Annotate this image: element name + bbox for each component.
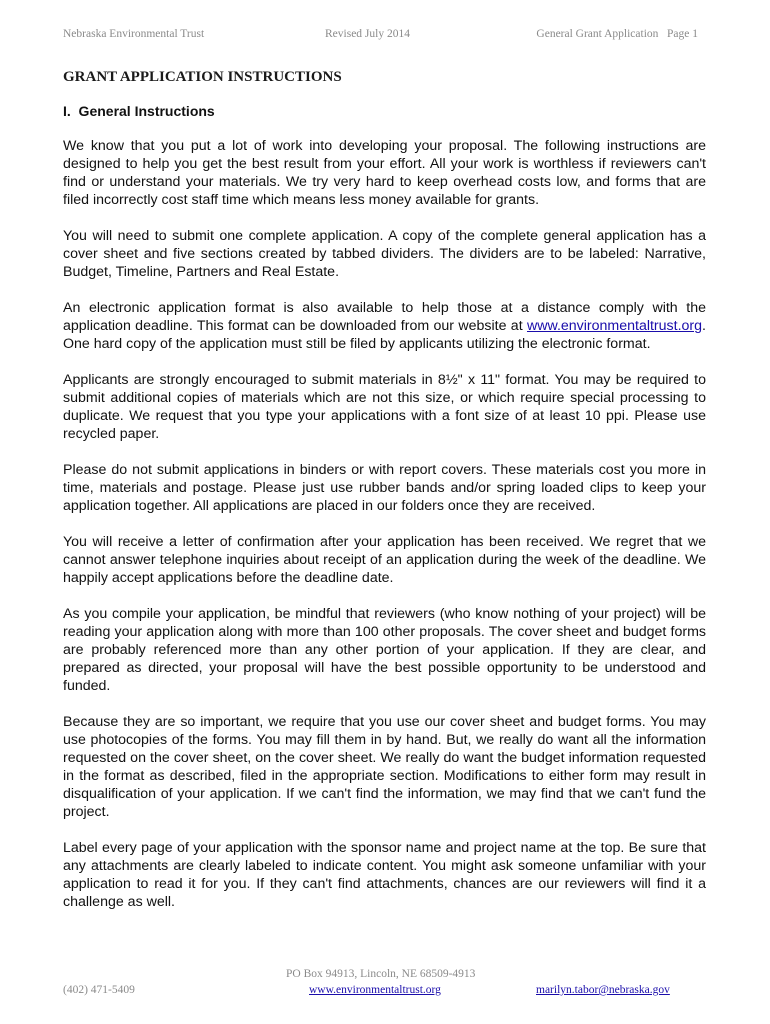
- section-heading: I. General Instructions: [63, 103, 215, 119]
- paragraph-electronic-format: [63, 299, 706, 353]
- footer-address: PO Box 94913, Lincoln, NE 68509-4913: [286, 968, 476, 980]
- footer-phone: (402) 471-5409: [63, 984, 135, 996]
- paragraph-labeling: Label every page of your application with the sponsor name and project name at the top. Be sure that any attachments are clearly labeled to indicate content. You might ask someone unfamiliar with your application to read it for you. If they can't find attachments, chances are our reviewers will find it a challenge as well.: [63, 840, 706, 910]
- paragraph-confirmation: You will receive a letter of confirmation after your application has been received. We regret that we cannot answer telephone inquiries about receipt of an application during the week of the deadline. We happily accept applications before the deadline date.: [63, 534, 706, 586]
- page-title: GRANT APPLICATION INSTRUCTIONS: [63, 69, 342, 85]
- header-revision-date: Revised July 2014: [325, 28, 410, 40]
- footer-email-link[interactable]: marilyn.tabor@nebraska.gov: [536, 984, 670, 996]
- paragraph-text: An electronic application format is also available to help those at a distance comply with the application deadline. This format can be downloaded from our website at: [63, 300, 706, 334]
- paragraph-submission: You will need to submit one complete application. A copy of the complete general application has a cover sheet and five sections created by tabbed dividers. The dividers are to be labeled: Narrative, Budget, Timeline, Partners and Real Estate.: [63, 228, 706, 280]
- paragraph-paper-format: Applicants are strongly encouraged to submit materials in 8½" x 11" format. You may be required to submit additional copies of materials which are not this size, or which require special processing to duplicate. We request that you type your applications with a font size of at least 10 ppi. Please use recycled paper.: [63, 372, 706, 442]
- header-org-name: Nebraska Environmental Trust: [63, 28, 205, 40]
- website-link[interactable]: www.environmentaltrust.org: [526, 318, 703, 334]
- paragraph-binders: Please do not submit applications in binders or with report covers. These materials cost you more in time, materials and postage. Please just use rubber bands and/or spring loaded clips to keep your application together. All applications are placed in our folders once they are received.: [63, 462, 706, 514]
- footer-website-link[interactable]: www.environmentaltrust.org: [309, 984, 441, 996]
- paragraph-intro: We know that you put a lot of work into developing your proposal. The following instructions are designed to help you get the best result from your effort. All your work is worthless if reviewers can't find or understand your materials. We try very hard to keep overhead costs low, and forms that are filed incorrectly cost staff time which means less money available for grants.: [63, 138, 706, 208]
- header-page-label: General Grant Application Page 1: [536, 28, 698, 40]
- paragraph-text: . One hard copy of the application must still be filed by applicants utilizing the electronic format.: [63, 318, 706, 352]
- paragraph-forms: Because they are so important, we require that you use our cover sheet and budget forms. You may use photocopies of the forms. You may fill them in by hand. But, we really do want all the information requested on the cover sheet, on the cover sheet. We really do want the budget information requested in the format as described, filed in the appropriate section. Modifications to either form may result in disqualification of your application. If we can't find the information, we may find that we can't fund the project.: [63, 714, 706, 820]
- document-body: [63, 137, 706, 929]
- paragraph-reviewers: As you compile your application, be mindful that reviewers (who know nothing of your project) will be reading your application along with more than 100 other proposals. The cover sheet and budget forms are probably referenced more than any other portion of your application. If they are clear, and prepared as directed, your proposal will have the best possible opportunity to be understood and funded.: [63, 606, 706, 694]
